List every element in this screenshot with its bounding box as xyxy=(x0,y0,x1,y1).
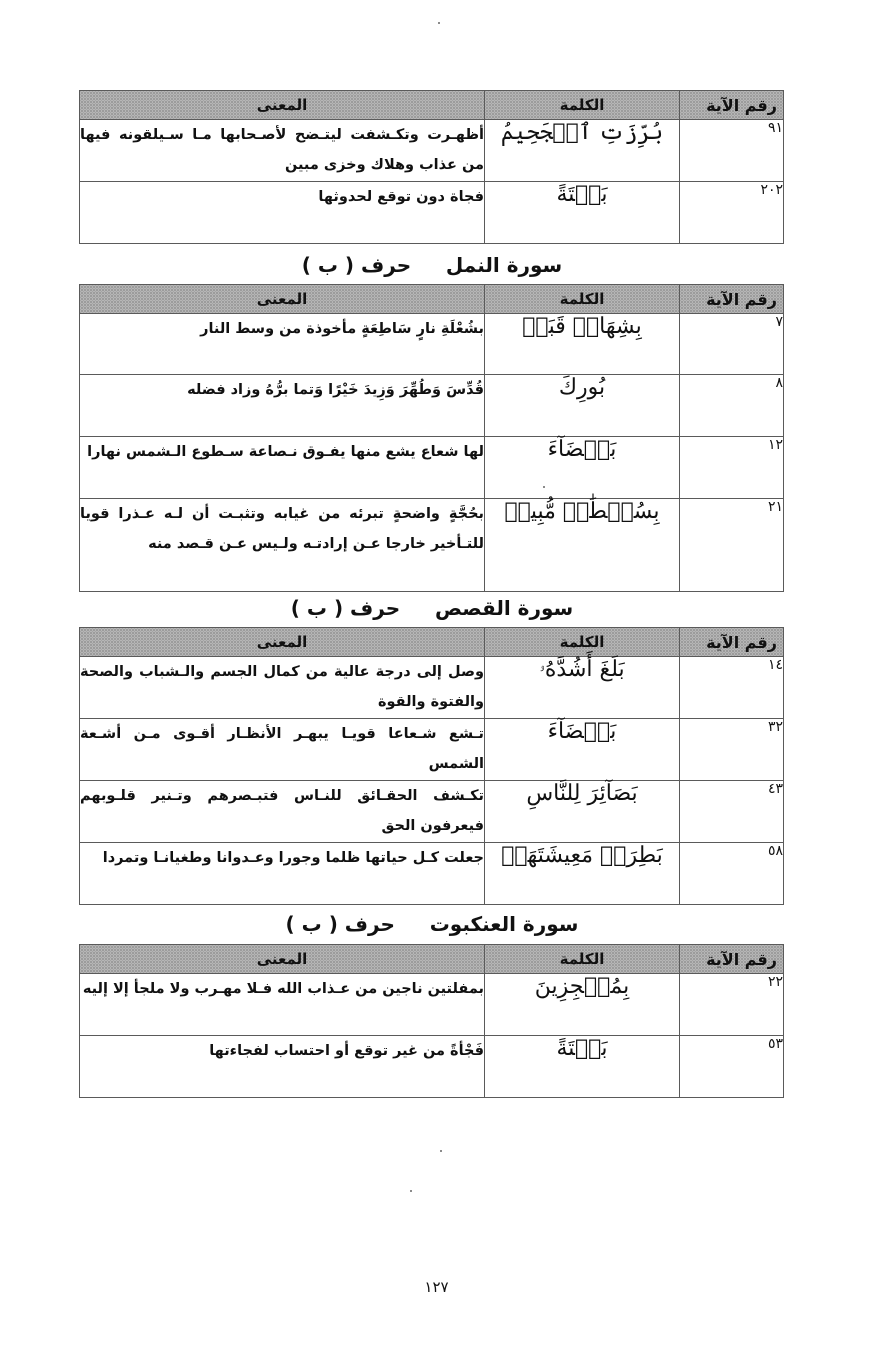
quran-word: بَغۡتَةً xyxy=(485,182,680,244)
header-verse-number: رقم الآية xyxy=(680,628,784,657)
glossary-block-4 xyxy=(80,944,784,1098)
table-header-row xyxy=(80,628,784,657)
header-meaning: المعنى xyxy=(80,91,485,120)
table-row xyxy=(80,719,784,781)
word-meaning: تكـشف الحقـائق للنـاس فتبـصرهم وتـنير قلـوبهم فيعرفون الحق xyxy=(80,781,485,843)
header-word: الكلمة xyxy=(485,285,680,314)
table-row xyxy=(80,974,784,1036)
glossary-table xyxy=(79,627,784,905)
verse-number: ٥٣ xyxy=(680,1036,784,1098)
word-meaning: بمفلتين ناجين من عـذاب الله فـلا مهـرب ولا ملجأ إلا إليه xyxy=(80,974,485,1036)
verse-number: ٨ xyxy=(680,375,784,437)
word-meaning: بحُجَّةٍ واضحةٍ تبرئه من غيابه وتثبـت أن لـه عـذرا قويا للتـأخير خارجا عـن إرادتـه ولـيس عـن قـصد منه xyxy=(80,499,485,592)
word-meaning: فجاة دون توقع لحدوثها xyxy=(80,182,485,244)
quran-word: بُورِكَ xyxy=(485,375,680,437)
quran-word: بَيۡضَآءَ xyxy=(485,437,680,499)
scan-speck xyxy=(543,486,545,488)
verse-number: ٤٣ xyxy=(680,781,784,843)
glossary-table xyxy=(79,284,784,592)
word-meaning: تـشع شـعاعا قويـا يبهـر الأنظـار أقـوى مـن أشـعة الشمس xyxy=(80,719,485,781)
quran-word: بَيۡضَآءَ xyxy=(485,719,680,781)
word-meaning: أظهـرت وتكـشفت ليتـضح لأصـحابها مـا سـيلقونه فيها من عذاب وهلاك وخزى مبين xyxy=(80,120,485,182)
scan-speck xyxy=(440,1150,442,1152)
header-word: الكلمة xyxy=(485,628,680,657)
header-verse-number: رقم الآية xyxy=(680,285,784,314)
surah-heading: سورة النمل حرف ( ب ) xyxy=(301,253,563,277)
quran-word: بِسُلۡطَٰنٖ مُّبِينٖ xyxy=(485,499,680,592)
quran-word: بِشِهَابٖ قَبَسٖ xyxy=(485,314,680,375)
table-row xyxy=(80,1036,784,1098)
glossary-block-3 xyxy=(80,627,784,905)
table-header-row xyxy=(80,285,784,314)
scan-speck xyxy=(410,1190,412,1192)
verse-number: ٢٢ xyxy=(680,974,784,1036)
quran-word: بُرِّزَتِ ٱلۡجَحِيمُ xyxy=(485,120,680,182)
table-row xyxy=(80,781,784,843)
table-header-row xyxy=(80,91,784,120)
quran-word: بَصَآئِرَ لِلنَّاسِ xyxy=(485,781,680,843)
table-row xyxy=(80,499,784,592)
header-meaning: المعنى xyxy=(80,945,485,974)
verse-number: ١٤ xyxy=(680,657,784,719)
verse-number: ٥٨ xyxy=(680,843,784,905)
table-row xyxy=(80,843,784,905)
glossary-table xyxy=(79,944,784,1098)
header-word: الكلمة xyxy=(485,945,680,974)
header-meaning: المعنى xyxy=(80,628,485,657)
header-word: الكلمة xyxy=(485,91,680,120)
surah-heading: سورة القصص حرف ( ب ) xyxy=(290,596,574,620)
table-row xyxy=(80,437,784,499)
table-row xyxy=(80,375,784,437)
word-meaning: وصل إلى درجة عالية من كمال الجسم والـشباب والصحة والفتوة والقوة xyxy=(80,657,485,719)
verse-number: ٢١ xyxy=(680,499,784,592)
table-row xyxy=(80,657,784,719)
word-meaning: جعلت كـل حياتها ظلما وجورا وعـدوانا وطغيانـا وتمردا xyxy=(80,843,485,905)
glossary-block-1 xyxy=(80,90,784,244)
word-meaning: قُدِّسَ وَطُهِّرَ وَزِيدَ خَيْرًا وَتما برُّهُ وزاد فضله xyxy=(80,375,485,437)
quran-word: بِمُعۡجِزِينَ xyxy=(485,974,680,1036)
word-meaning: فَجْأةً من غير توقع أو احتساب لفجاءتها xyxy=(80,1036,485,1098)
table-row xyxy=(80,120,784,182)
table-header-row xyxy=(80,945,784,974)
glossary-table xyxy=(79,90,784,244)
glossary-block-2 xyxy=(80,284,784,592)
header-verse-number: رقم الآية xyxy=(680,91,784,120)
verse-number: ٧ xyxy=(680,314,784,375)
quran-word: بَغۡتَةً xyxy=(485,1036,680,1098)
verse-number: ١٢ xyxy=(680,437,784,499)
header-verse-number: رقم الآية xyxy=(680,945,784,974)
quran-word: بَطِرَتۡ مَعِيشَتَهَاۖ xyxy=(485,843,680,905)
table-row xyxy=(80,314,784,375)
verse-number: ٢٠٢ xyxy=(680,182,784,244)
verse-number: ٩١ xyxy=(680,120,784,182)
page-number: ١٢٧ xyxy=(424,1278,449,1296)
scan-speck xyxy=(438,22,440,24)
quran-word: بَلَغَ أَشُدَّهُۥ xyxy=(485,657,680,719)
word-meaning: لها شعاع يشع منها يفـوق نـصاعة سـطوع الـشمس نهارا xyxy=(80,437,485,499)
surah-heading: سورة العنكبوت حرف ( ب ) xyxy=(285,912,579,936)
header-meaning: المعنى xyxy=(80,285,485,314)
table-row xyxy=(80,182,784,244)
verse-number: ٣٢ xyxy=(680,719,784,781)
word-meaning: بشُعْلَةِ نارٍ سَاطِعَةٍ مأخوذة من وسط النار xyxy=(80,314,485,375)
